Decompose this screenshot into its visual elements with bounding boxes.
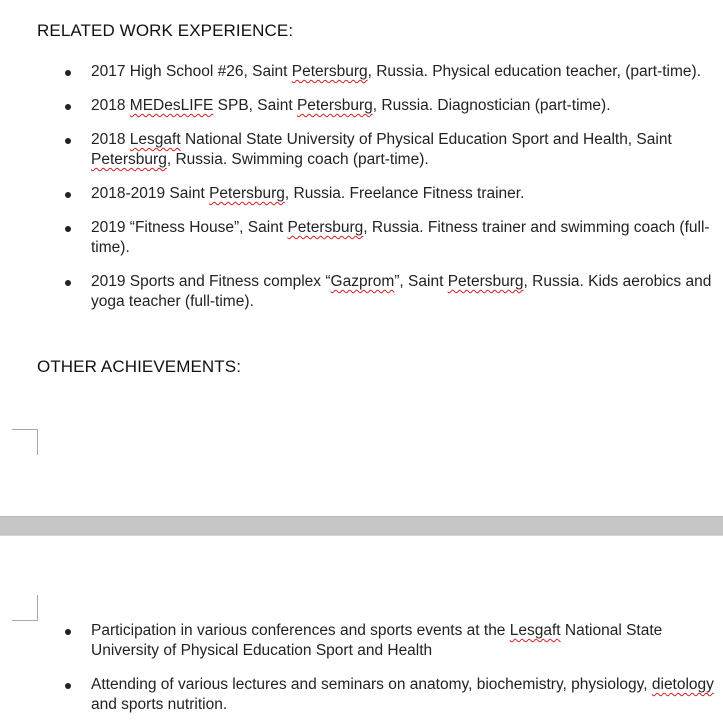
bullet-icon (65, 226, 71, 232)
list-item[interactable]: 2018-2019 Saint Petersburg, Russia. Freelance Fitness trainer. (0, 184, 723, 204)
list-item[interactable]: Participation in various conferences and sports events at the Lesgaft National State University of Physical Education Sport and Health (0, 621, 723, 661)
list-item[interactable]: 2017 High School #26, Saint Petersburg, Russia. Physical education teacher, (part-time). (0, 62, 723, 82)
spelling-flag[interactable]: Lesgaft (129, 131, 181, 148)
page-break-gap (0, 516, 723, 536)
spelling-flag[interactable]: dietology (651, 676, 714, 693)
page-corner-mark (12, 595, 38, 621)
bullet-icon (65, 138, 71, 144)
document-page-2 (0, 536, 723, 725)
bullet-icon (65, 70, 71, 76)
other-achievements-heading: OTHER ACHIEVEMENTS: (37, 357, 242, 376)
spelling-flag[interactable]: Gazprom (330, 273, 395, 290)
spelling-flag[interactable]: Petersburg (291, 63, 368, 80)
spelling-flag[interactable]: Petersburg (287, 219, 364, 236)
list-item[interactable]: 2018 Lesgaft National State University of Physical Education Sport and Health, Saint Petersburg, Russia. Swimming coach (part-time). (0, 130, 723, 170)
bullet-icon (65, 192, 71, 198)
achievements-list (0, 621, 723, 725)
bullet-icon (65, 629, 71, 635)
spelling-flag[interactable]: Petersburg (209, 185, 285, 202)
work-experience-heading: RELATED WORK EXPERIENCE: (37, 21, 294, 40)
list-item[interactable]: Attending of various lectures and seminars on anatomy, biochemistry, physiology, dietology and sports nutrition. (0, 675, 723, 715)
list-item[interactable]: 2019 Sports and Fitness complex “Gazprom”, Saint Petersburg, Russia. Kids aerobics and yoga teacher (full-time). (0, 272, 723, 312)
list-item[interactable]: 2018 MEDesLIFE SPB, Saint Petersburg, Russia. Diagnostician (part-time). (0, 96, 723, 116)
spelling-flag[interactable]: Lesgaft (509, 622, 561, 639)
spelling-flag[interactable]: MEDesLIFE (129, 97, 214, 114)
list-item[interactable]: 2019 “Fitness House”, Saint Petersburg, Russia. Fitness trainer and swimming coach (full-time). (0, 218, 723, 258)
work-experience-list (0, 62, 723, 326)
bullet-icon (65, 683, 71, 689)
bullet-icon (65, 280, 71, 286)
bullet-icon (65, 104, 71, 110)
spelling-flag[interactable]: Petersburg (296, 97, 373, 114)
spelling-flag[interactable]: Petersburg (447, 273, 524, 290)
page-corner-mark (12, 429, 38, 455)
spelling-flag[interactable]: Petersburg (91, 151, 167, 168)
